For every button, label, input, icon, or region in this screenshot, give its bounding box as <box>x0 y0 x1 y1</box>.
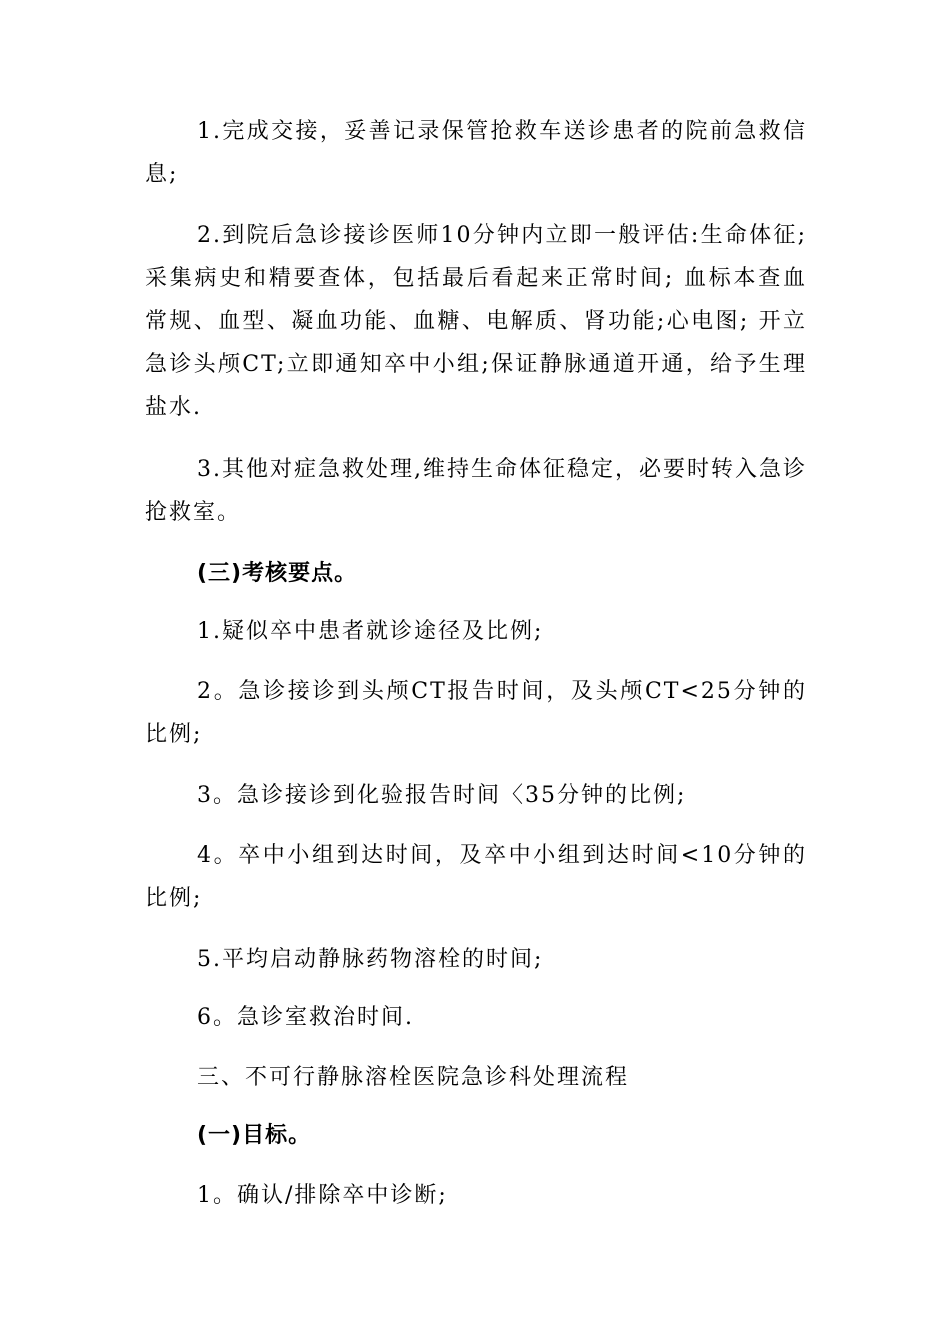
paragraph-handover: 1.完成交接，妥善记录保管抢救车送诊患者的院前急救信息; <box>145 119 807 187</box>
paragraph-assessment-5: 5.平均启动静脉药物溶栓的时间; <box>197 947 544 972</box>
paragraph-assessment-1: 1.疑似卒中患者就诊途径及比例; <box>197 619 544 644</box>
paragraph-symptomatic-treatment: 3.其他对症急救处理,维持生命体征稳定，必要时转入急诊抢救室。 <box>145 457 807 525</box>
section-heading-goals: (一)目标。 <box>197 1123 312 1148</box>
paragraph-assessment-4: 4。卒中小组到达时间，及卒中小组到达时间<10分钟的比例; <box>145 843 807 911</box>
section-heading-assessment-points: (三)考核要点。 <box>197 561 358 586</box>
section-heading-no-thrombolysis: 三、不可行静脉溶栓医院急诊科处理流程 <box>197 1065 630 1090</box>
paragraph-assessment-3: 3。急诊接诊到化验报告时间〈35分钟的比例; <box>197 783 687 808</box>
paragraph-assessment-2: 2。急诊接诊到头颅CT报告时间，及头颅CT<25分钟的比例; <box>145 679 807 747</box>
paragraph-goal-1: 1。确认/排除卒中诊断; <box>197 1183 448 1208</box>
paragraph-assessment-6: 6。急诊室救治时间. <box>197 1005 414 1030</box>
paragraph-initial-assessment: 2.到院后急诊接诊医师10分钟内立即一般评估:生命体征;采集病史和精要查体，包括最后看起来正常时间; 血标本查血常规、血型、凝血功能、血糖、电解质、肾功能;心电图; 开立急诊头颅CT;立即通知卒中小组;保证静脉通道开通，给予生理盐水. <box>145 223 807 420</box>
